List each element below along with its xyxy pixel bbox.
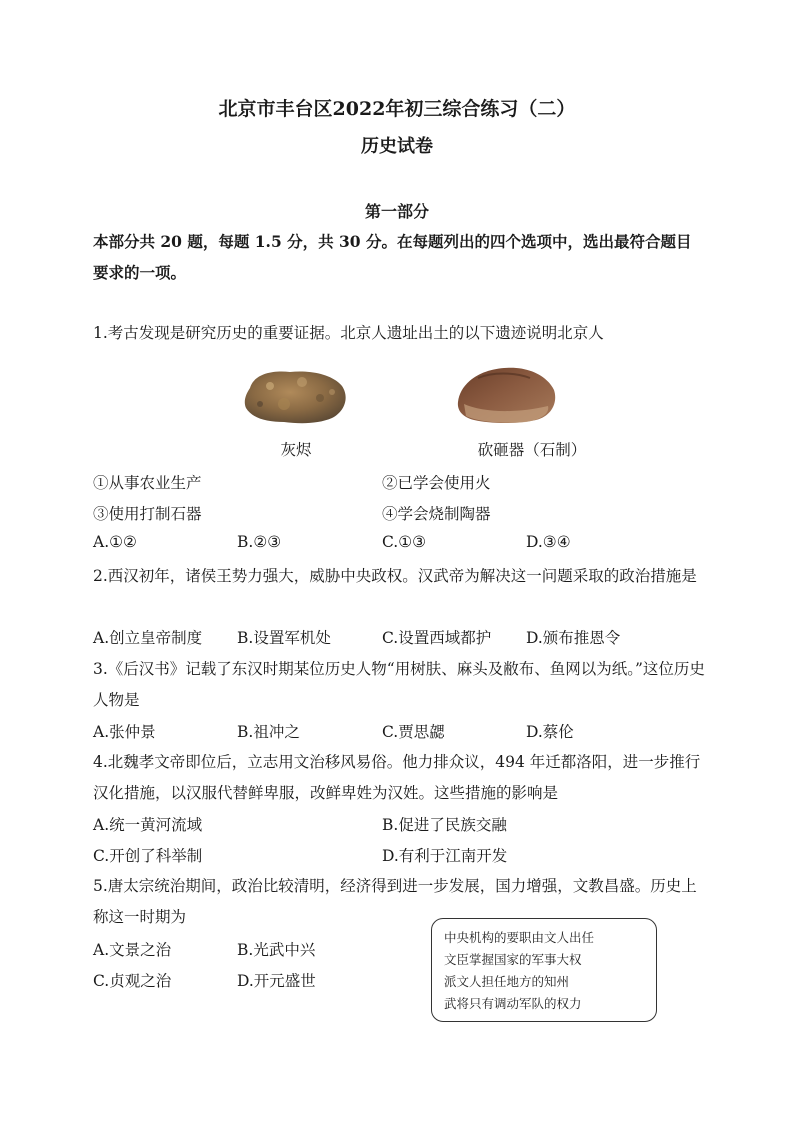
q5-option-b: B.光武中兴 <box>237 941 316 959</box>
q2-option-b: B.设置军机处 <box>237 629 331 647</box>
q1-item-3: ③使用打制石器 <box>93 505 202 523</box>
ash-image <box>240 364 352 428</box>
q4-option-c: C.开创了科举制 <box>93 847 203 865</box>
question-1-stem: 1.考古发现是研究历史的重要证据。北京人遗址出土的以下遗迹说明北京人 <box>93 324 604 342</box>
q1-item-1: ①从事农业生产 <box>93 474 202 492</box>
note-line: 武将只有调动军队的权力 <box>444 996 582 1011</box>
q1-item-4: ④学会烧制陶器 <box>382 505 491 523</box>
note-box <box>431 918 657 1022</box>
question-5-stem: 5.唐太宗统治期间，政治比较清明，经济得到进一步发展，国力增强，文教昌盛。历史上称这一时期为 <box>93 877 697 926</box>
q1-option-b: B.②③ <box>237 533 282 551</box>
note-line: 中央机构的要职由文人出任 <box>444 930 595 945</box>
q5-option-d: D.开元盛世 <box>237 972 316 990</box>
q2-option-a: A.创立皇帝制度 <box>93 629 203 647</box>
question-2-stem: 2.西汉初年，诸侯王势力强大，威胁中央政权。汉武帝为解决这一问题采取的政治措施是 <box>93 567 697 585</box>
section-instructions: 本部分共 20 题，每题 1.5 分，共 30 分。在每题列出的四个选项中，选出最符合题目要求的一项。 <box>93 232 692 282</box>
note-line: 文臣掌握国家的军事大权 <box>444 952 582 967</box>
q4-option-a: A.统一黄河流域 <box>93 816 203 834</box>
q1-option-d: D.③④ <box>526 533 571 551</box>
q4-option-b: B.促进了民族交融 <box>382 816 507 834</box>
q1-option-a: A.①② <box>93 533 137 551</box>
exam-title: 北京市丰台区2022年初三综合练习（二） <box>218 98 576 120</box>
question-3-stem: 3.《后汉书》记载了东汉时期某位历史人物“用树肤、麻头及敝布、鱼网以为纸。”这位历史人物是 <box>93 660 705 709</box>
q3-option-b: B.祖冲之 <box>237 723 300 741</box>
question-4-stem: 4.北魏孝文帝即位后，立志用文治移风易俗。他力排众议，494 年迁都洛阳，进一步推行汉化措施，以汉服代替鲜卑服，改鲜卑姓为汉姓。这些措施的影响是 <box>93 753 701 802</box>
q2-option-c: C.设置西域都护 <box>382 629 492 647</box>
note-line: 派文人担任地方的知州 <box>444 974 570 989</box>
q3-option-a: A.张仲景 <box>93 723 156 741</box>
q5-option-c: C.贞观之治 <box>93 972 172 990</box>
q3-option-d: D.蔡伦 <box>526 723 574 741</box>
q2-option-d: D.颁布推恩令 <box>526 629 621 647</box>
q1-item-2: ②已学会使用火 <box>382 474 491 492</box>
q4-option-d: D.有利于江南开发 <box>382 847 508 865</box>
q3-option-c: C.贾思勰 <box>382 723 445 741</box>
section-heading: 第一部分 <box>364 202 429 221</box>
ash-caption: 灰烬 <box>280 441 312 459</box>
q5-option-a: A.文景之治 <box>93 941 172 959</box>
chopper-image <box>452 362 560 428</box>
q1-option-c: C.①③ <box>382 533 427 551</box>
chopper-caption: 砍砸器（石制） <box>477 441 587 459</box>
exam-subject: 历史试卷 <box>361 136 433 157</box>
